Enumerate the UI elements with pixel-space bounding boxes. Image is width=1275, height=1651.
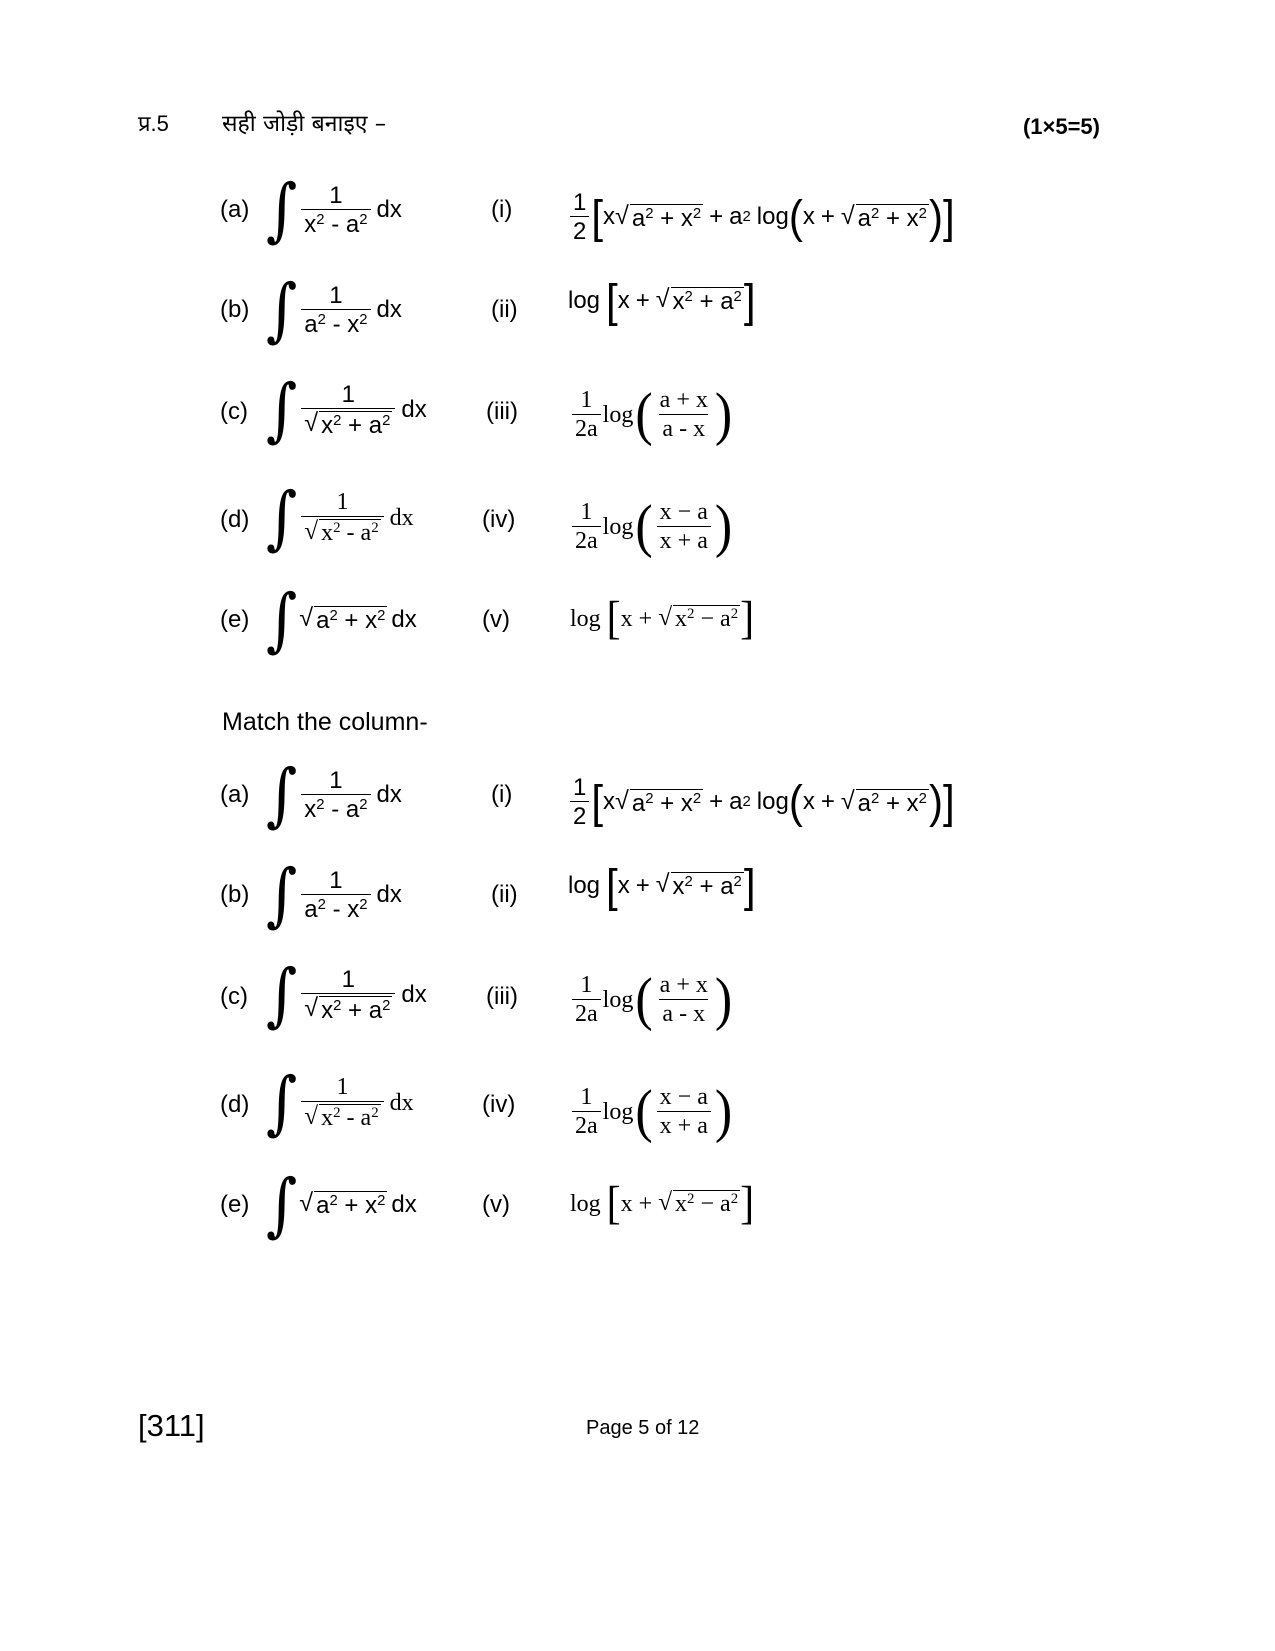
paper-code: [311] bbox=[138, 1408, 205, 1443]
left-label: (e) bbox=[220, 1191, 250, 1218]
left-label: (c) bbox=[220, 983, 248, 1010]
left-expression: ∫ √ $a^2 + x^2$ dx bbox=[266, 579, 417, 661]
right-label: (iv) bbox=[482, 1091, 516, 1118]
left-label: (a) bbox=[220, 781, 250, 808]
page-number: Page 5 of 12 bbox=[586, 1417, 700, 1439]
right-label: (iii) bbox=[486, 398, 518, 425]
right-expression: log [ x + √ $x^2 - a^2$ ] bbox=[570, 593, 755, 645]
marks-allocation: (1×5=5) bbox=[1022, 114, 1100, 139]
left-expression: ∫ 1 √ $x^2 + a^2$ dx bbox=[266, 369, 427, 451]
right-expression: log [ x + √ $x^2 + a^2$ ] bbox=[568, 274, 756, 327]
left-expression: ∫ 1 √ $x^2 - a^2$ dx bbox=[266, 477, 414, 559]
right-expression: log [ x + √ $x^2 + a^2$ ] bbox=[568, 859, 756, 912]
right-label: (v) bbox=[482, 1191, 510, 1218]
left-label: (a) bbox=[220, 196, 250, 223]
match-heading-english: Match the column- bbox=[222, 708, 428, 736]
left-expression: ∫ $\frac{1}{a^2 - x^2}$ dx bbox=[266, 854, 402, 936]
right-label: (v) bbox=[482, 606, 510, 633]
right-expression: $\frac{1}{2}$ [ x √ $a^2 + x^2$ + a 2 log ( x + √ $a^2 + x^2$ ) ] bbox=[568, 190, 955, 244]
right-expression: log [ x + √ $x^2 - a^2$ ] bbox=[570, 1178, 755, 1230]
left-expression: ∫ 1 √ $x^2 - a^2$ dx bbox=[266, 1062, 414, 1144]
left-expression: ∫ $\frac{1}{x^2 - a^2}$ dx bbox=[266, 754, 402, 836]
left-label: (b) bbox=[220, 296, 250, 323]
right-expression: $\frac{1}{2a}$ log ( $\frac{x - a}{x + a}$ ) bbox=[570, 1085, 734, 1139]
right-expression: $\frac{1}{2a}$ log ( $\frac{a + x}{a - x}$ ) bbox=[570, 388, 734, 442]
right-label: (ii) bbox=[491, 296, 518, 323]
left-label: (e) bbox=[220, 606, 250, 633]
left-label: (b) bbox=[220, 881, 250, 908]
question-title: सही जोड़ी बनाइए – bbox=[222, 111, 387, 137]
right-expression: $\frac{1}{2a}$ log ( $\frac{x - a}{x + a}$ ) bbox=[570, 500, 734, 554]
right-label: (ii) bbox=[491, 881, 518, 908]
left-expression: ∫ $\frac{1}{x^2 - a^2}$ dx bbox=[266, 169, 402, 251]
right-label: (i) bbox=[491, 781, 513, 808]
right-expression: $\frac{1}{2a}$ log ( $\frac{a + x}{a - x}$ ) bbox=[570, 973, 734, 1027]
question-number: प्र.5 bbox=[138, 111, 169, 136]
right-label: (iii) bbox=[486, 983, 518, 1010]
left-label: (d) bbox=[220, 1091, 250, 1118]
left-label: (c) bbox=[220, 398, 248, 425]
right-label: (iv) bbox=[482, 506, 516, 533]
left-expression: ∫ $\frac{1}{a^2 - x^2}$ dx bbox=[266, 269, 402, 351]
left-expression: ∫ 1 √ $x^2 + a^2$ dx bbox=[266, 954, 427, 1036]
left-expression: ∫ √ $a^2 + x^2$ dx bbox=[266, 1164, 417, 1246]
right-label: (i) bbox=[491, 196, 513, 223]
right-expression: $\frac{1}{2}$ [ x √ $a^2 + x^2$ + a 2 log ( x + √ $a^2 + x^2$ ) ] bbox=[568, 775, 955, 829]
left-label: (d) bbox=[220, 506, 250, 533]
